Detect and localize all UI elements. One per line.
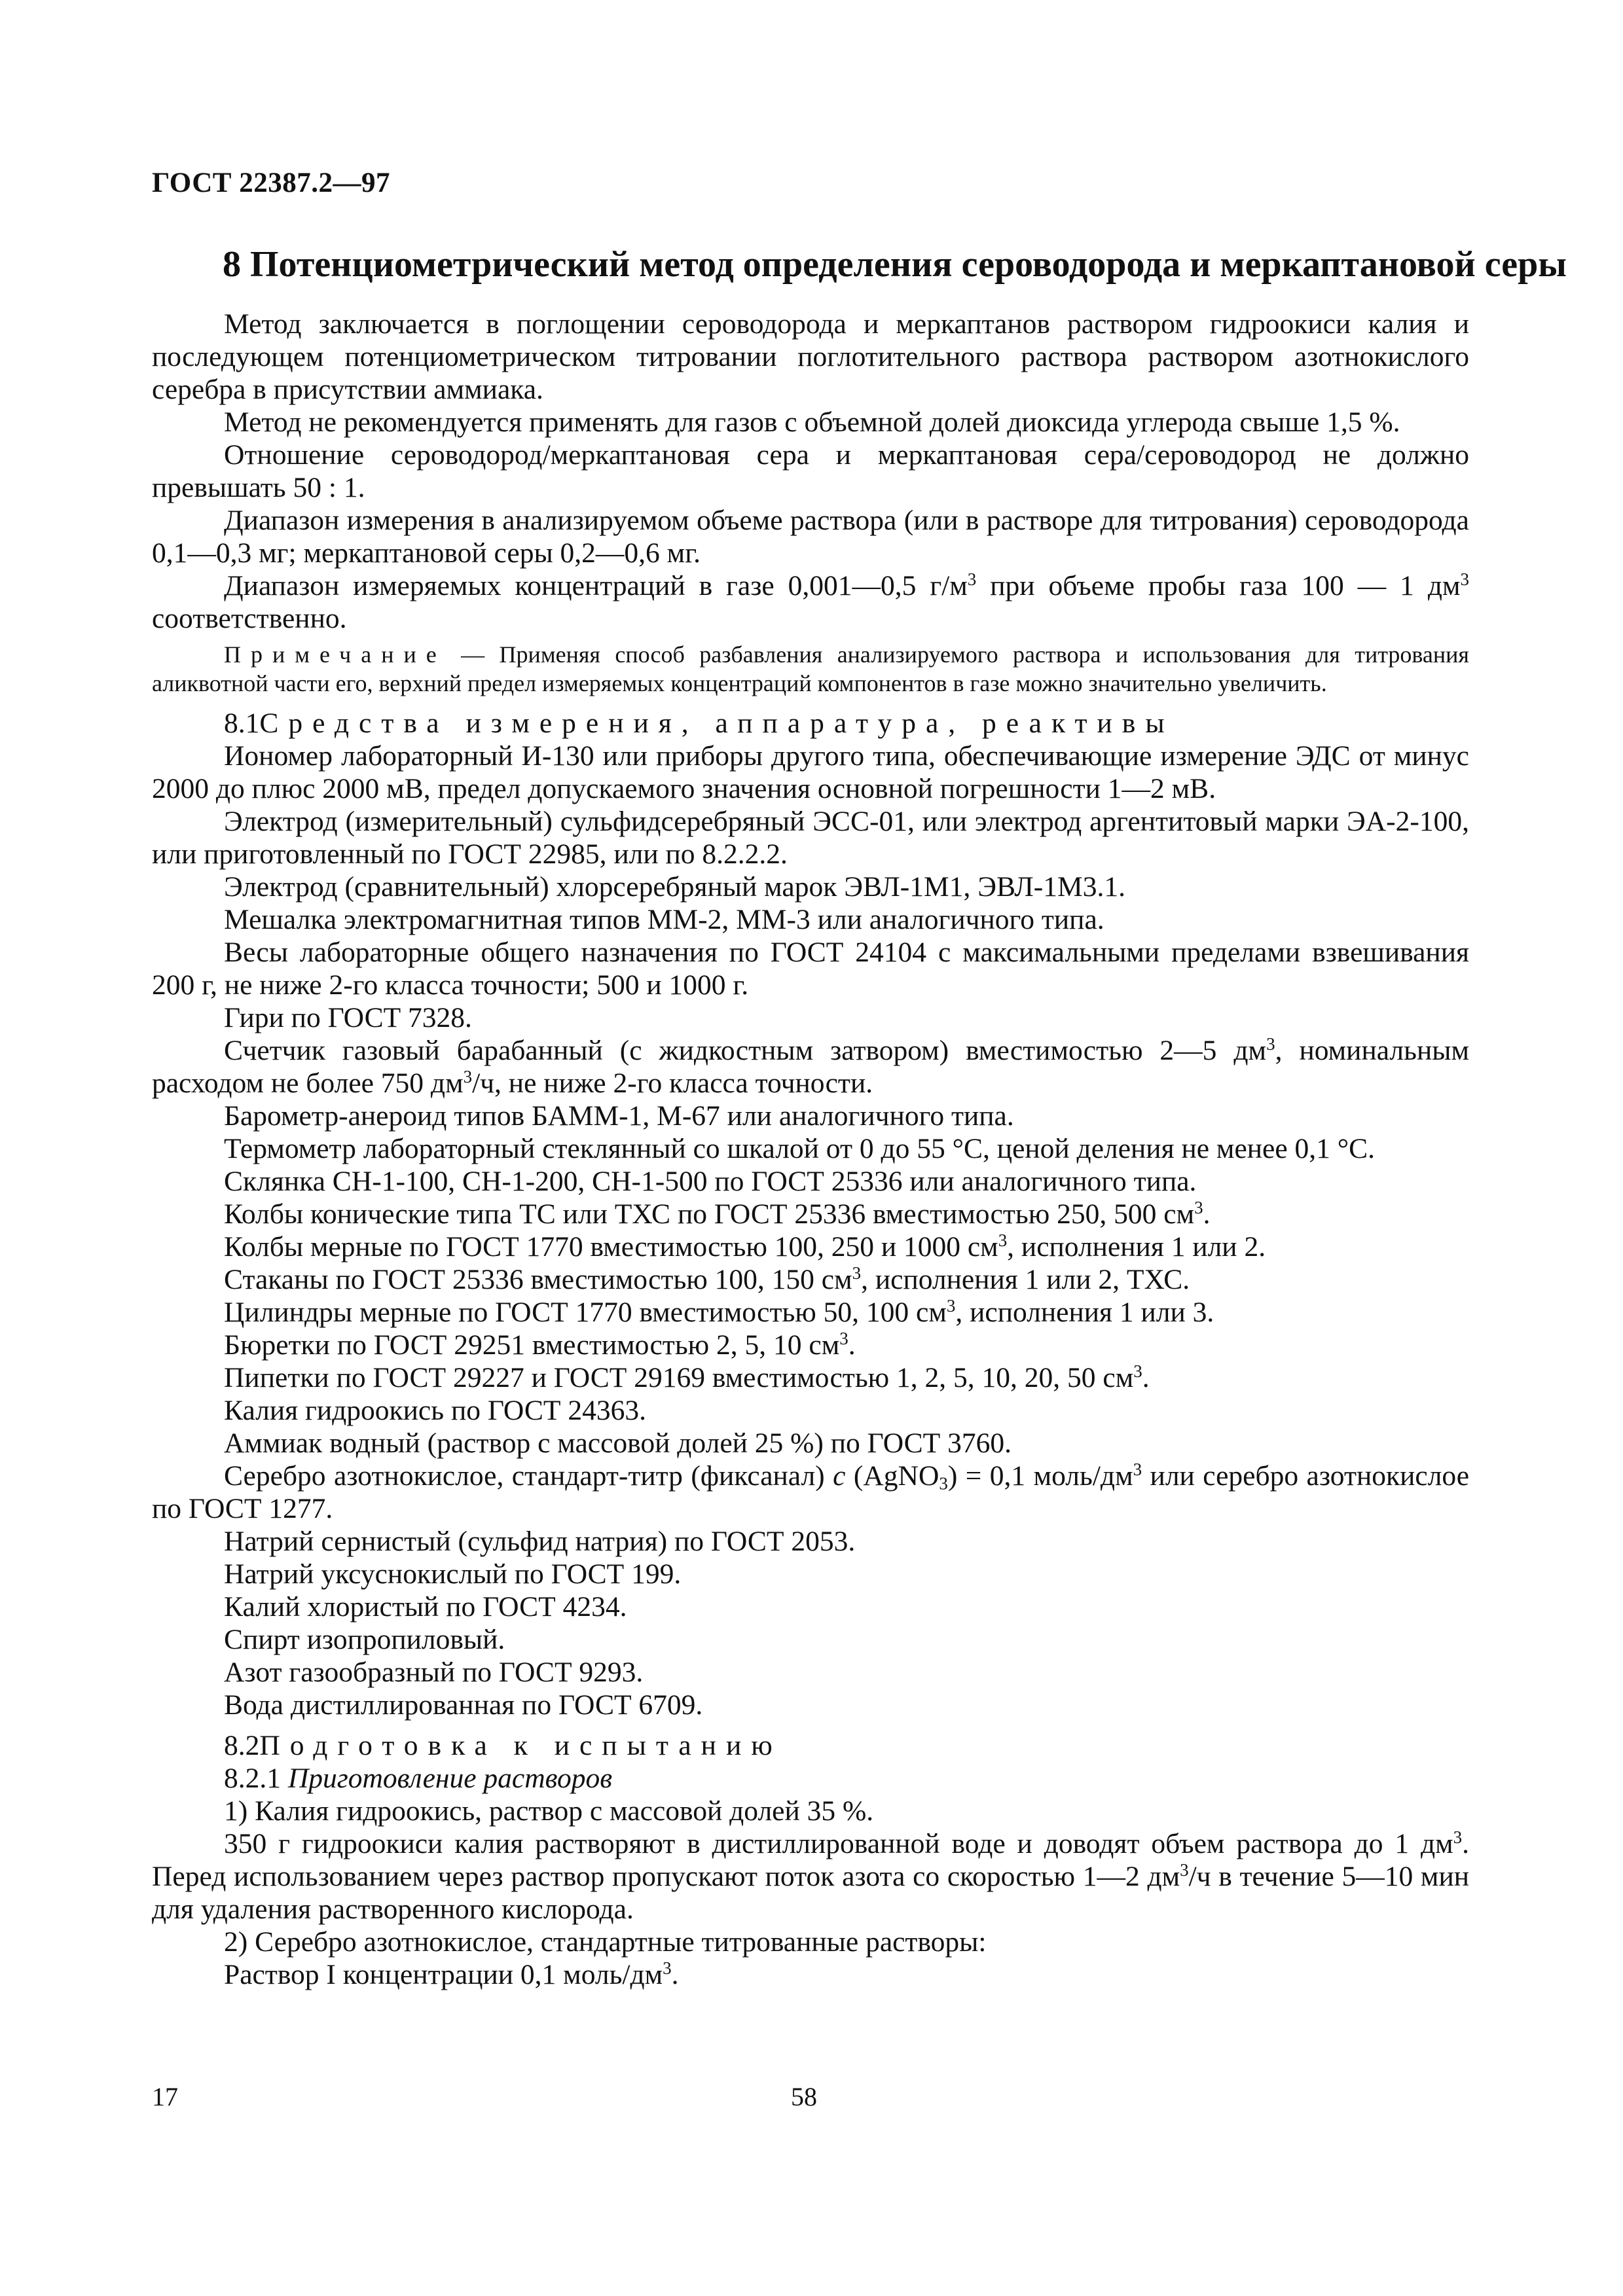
document-body [152, 308, 1469, 1991]
spacer [152, 1721, 1469, 1729]
concentration-range-paragraph: Диапазон измеряемых концентраций в газе 0,001—0,5 $г/м^3$ при объеме пробы газа 100 — 1 $дм^3$ соответственно. [152, 569, 1470, 634]
footer-left-number: 17 [152, 2082, 178, 2111]
intro-paragraph: Метод не рекомендуется применять для газов с объемной долей диоксида углерода свыше 1,5 %. [224, 406, 1400, 438]
note-text: — Применяя способ разбавления анализируемого раствора и использования для титрования аликвотной части его, верхний предел измеряемых концентраций компонентов в газе можно значительно увеличить. [152, 641, 1469, 696]
reagent-item: Вода дистиллированная по ГОСТ 6709. [224, 1689, 703, 1721]
reagent-item: Калия гидроокись по ГОСТ 24363. [224, 1395, 646, 1426]
subsection-8-2-1-heading: 8.2.1 Приготовление растворов [224, 1763, 613, 1794]
intro-paragraph: Метод заключается в поглощении сероводорода и меркаптанов раствором гидроокиси калия и последующем потенциометрическом титровании поглотительного раствора раствором азотнокислого серебра в присутствии аммиака. [152, 308, 1469, 405]
equipment-item: Бюретки по ГОСТ 29251 вместимостью 2, 5, 10 $см^3$. [224, 1329, 856, 1361]
equipment-item: Барометр-анероид типов БАММ-1, М-67 или аналогичного типа. [224, 1100, 1014, 1132]
equipment-item: Пипетки по ГОСТ 29227 и ГОСТ 29169 вместимостью 1, 2, 5, 10, 20, 50 $см^3$. [224, 1361, 1150, 1393]
equipment-item: Счетчик газовый барабанный (с жидкостным затвором) вместимостью 2—5 $дм^3$, номинальным расходом не более 750 $дм^3/ч$, не ниже 2-го класса точности. [152, 1034, 1469, 1099]
reagent-item: Натрий сернистый (сульфид натрия) по ГОСТ 2053. [224, 1526, 856, 1557]
note-paragraph [152, 640, 1469, 698]
equipment-item: Колбы мерные по ГОСТ 1770 вместимостью 100, 250 и 1000 $см^3$, исполнения 1 или 2. [224, 1230, 1266, 1263]
equipment-item: Электрод (сравнительный) хлорсеребряный марок ЭВЛ-1М1, ЭВЛ-1М3.1. [224, 871, 1125, 903]
section-title: 8 Потенциометрический метод определения сероводорода и меркаптановой серы [223, 244, 1567, 285]
solution-1-text: Раствор I концентрации 0,1 моль/$дм^3$. [224, 1958, 679, 1990]
page-number: 58 [791, 2082, 817, 2111]
reagent-item: Азот газообразный по ГОСТ 9293. [224, 1657, 644, 1688]
equipment-item: Колбы конические типа ТС или ТХС по ГОСТ 25336 вместимостью 250, 500 $см^3$. [224, 1198, 1211, 1230]
subsection-8-1-heading: 8.1Средства измерения, аппаратура, реактивы [224, 708, 1175, 739]
koh-solution-title: 1) Калия гидроокись, раствор с массовой долей 35 %. [224, 1795, 874, 1827]
equipment-item: Термометр лабораторный стеклянный со шкалой от 0 до 55 °С, ценой деления не менее 0,1 °С. [224, 1133, 1376, 1164]
reagent-item: Спирт изопропиловый. [224, 1624, 505, 1655]
equipment-item: Стаканы по ГОСТ 25336 вместимостью 100, 150 $см^3$, исполнения 1 или 2, ТХС. [224, 1263, 1190, 1295]
equipment-item: Электрод (измерительный) сульфидсеребряный ЭСС-01, или электрод аргентитовый марки ЭА-2-100, или приготовленный по ГОСТ 22985, или по 8.2.2.2. [152, 806, 1469, 870]
reagent-item: Серебро азотнокислое, стандарт-титр (фиксанал) с (AgNO$_3$) = 0,1 моль/$дм^3$ или серебро азотнокислое по ГОСТ 1277. [152, 1460, 1470, 1524]
equipment-item: Гири по ГОСТ 7328. [224, 1002, 472, 1033]
note-label: Примечание [224, 641, 447, 668]
equipment-item: Мешалка электромагнитная типов ММ-2, ММ-3 или аналогичного типа. [224, 904, 1104, 935]
equipment-item: Склянка СН-1-100, СН-1-200, СН-1-500 по ГОСТ 25336 или аналогичного типа. [224, 1166, 1197, 1197]
intro-paragraph: Диапазон измерения в анализируемом объеме раствора (или в растворе для титрования) сероводорода 0,1—0,3 мг; меркаптановой серы 0,2—0,6 мг. [152, 505, 1469, 569]
reagent-item: Калий хлористый по ГОСТ 4234. [224, 1591, 627, 1623]
equipment-item: Иономер лабораторный И-130 или приборы другого типа, обеспечивающие измерение ЭДС от минус 2000 до плюс 2000 мВ, предел допускаемого значения основной погрешности 1—2 мВ. [152, 740, 1469, 804]
koh-solution-text: 350 г гидроокиси калия растворяют в дистиллированной воде и доводят объем раствора до 1 $дм^3$. Перед использованием через раствор пропускают поток азота со скоростью 1—2 $дм^3/ч$ в течение 5—10 мин для удаления растворенного кислорода. [152, 1827, 1469, 1925]
reagent-item: Натрий уксуснокислый по ГОСТ 199. [224, 1558, 682, 1590]
document-header: ГОСТ 22387.2—97 [152, 168, 390, 198]
equipment-item: Цилиндры мерные по ГОСТ 1770 вместимостью 50, 100 $см^3$, исполнения 1 или 3. [224, 1296, 1214, 1328]
equipment-item: Весы лабораторные общего назначения по ГОСТ 24104 с максимальными пределами взвешивания 200 г, не ниже 2-го класса точности; 500 и 1000 г. [152, 937, 1469, 1001]
subsection-8-2-heading: 8.2Подготовка к испытанию [224, 1730, 782, 1761]
reagent-item: Аммиак водный (раствор с массовой долей 25 %) по ГОСТ 3760. [224, 1427, 1012, 1459]
intro-paragraph: Отношение сероводород/меркаптановая сера и меркаптановая сера/сероводород не должно превышать 50 : 1. [152, 439, 1469, 503]
silver-solution-title: 2) Серебро азотнокислое, стандартные титрованные растворы: [224, 1926, 987, 1958]
